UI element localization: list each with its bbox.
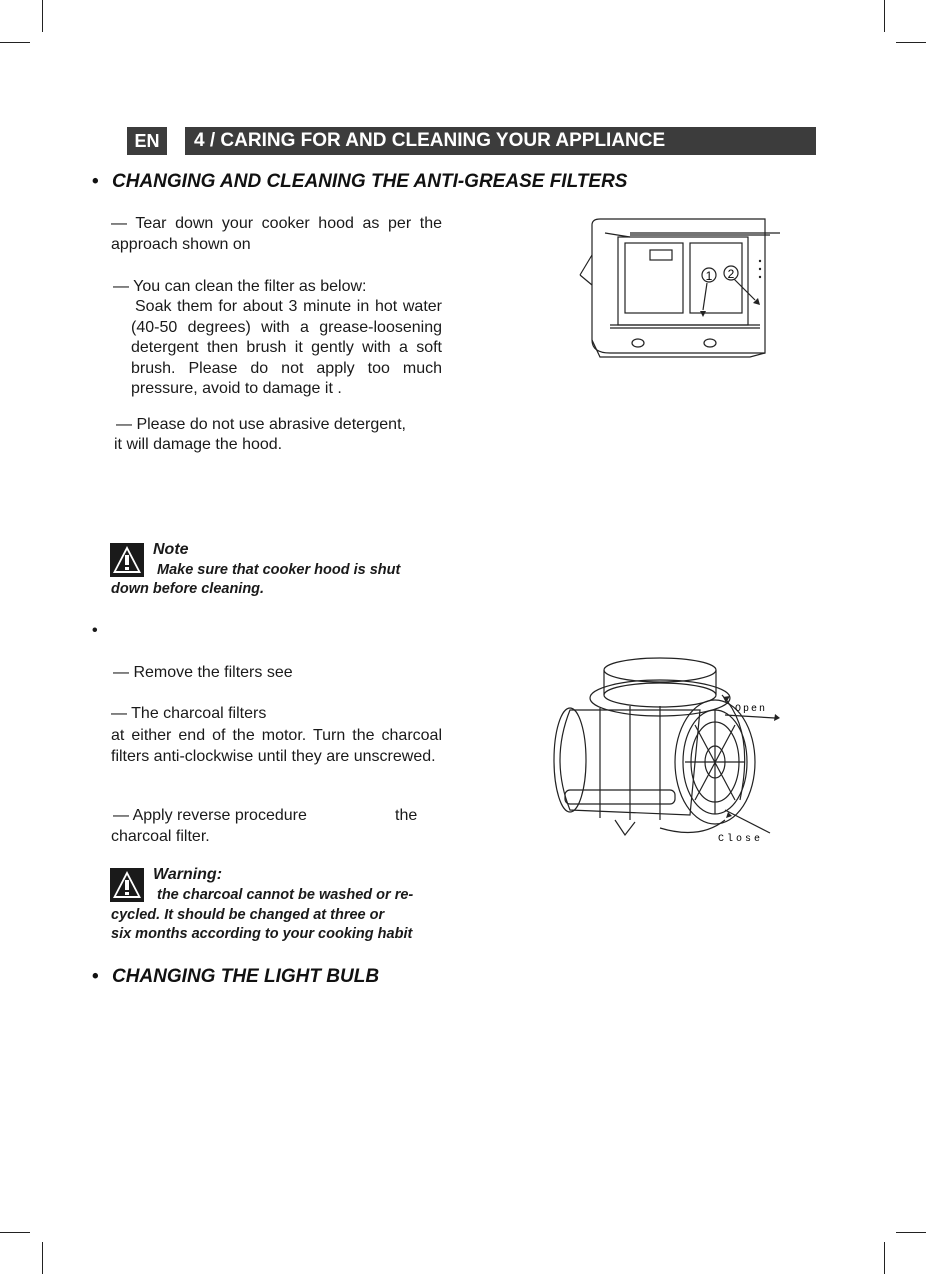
charcoal-section-bullet: •	[92, 622, 98, 639]
bullet-icon: •	[92, 966, 99, 987]
language-badge: EN	[127, 127, 167, 155]
filters-step-2-intro: — You can clean the filter as below:	[113, 278, 367, 295]
callout-2: 2	[727, 267, 735, 281]
crop-mark	[884, 0, 885, 32]
crop-mark	[0, 42, 30, 43]
bullet-icon: •	[92, 171, 99, 192]
crop-mark	[896, 42, 926, 43]
warning-line2: cycled. It should be changed at three or	[111, 907, 385, 923]
warning-line3: six months according to your cooking habit	[111, 926, 413, 942]
charcoal-step-1: — Remove the filters see	[113, 664, 293, 681]
charcoal-step-2-rest: at either end of the motor. Turn the charcoal filters anti-clockwise until they are unscrewed.	[111, 727, 442, 765]
charcoal-step-2-first: — The charcoal filters	[111, 705, 267, 722]
bulb-section-title: • CHANGING THE LIGHT BULB	[92, 966, 380, 987]
crop-mark	[42, 0, 43, 32]
callout-1: 1	[705, 269, 713, 283]
crop-mark	[896, 1232, 926, 1233]
charcoal-step-3-line2: charcoal filter.	[111, 828, 210, 845]
filters-step-1: — Tear down your cooker hood as per the approach shown on	[111, 215, 442, 253]
filters-section-title: • CHANGING AND CLEANING THE ANTI-GREASE FILTERS	[92, 171, 628, 192]
note-text-line2: down before cleaning.	[111, 581, 265, 597]
charcoal-step-3-line1: — Apply reverse procedure	[113, 807, 307, 824]
motor-charcoal-filter-diagram	[540, 650, 800, 850]
warning-line1: the charcoal cannot be washed or re-	[157, 887, 414, 903]
charcoal-step-3-the: the	[395, 807, 418, 824]
filters-step-2-body: Soak them for about 3 minute in hot water (40-50 degrees) with a grease-loosening detergent then brush it gently with a soft brush. Please do not apply too much pressure, avoid to damage it .	[131, 298, 442, 397]
hood-filter-diagram	[570, 215, 800, 360]
warning-triangle-icon	[110, 868, 144, 902]
crop-mark	[884, 1242, 885, 1274]
crop-mark	[0, 1232, 30, 1233]
open-label: Open	[735, 704, 768, 715]
close-label: Close	[718, 834, 764, 845]
filters-step-3-line1: — Please do not use abrasive detergent,	[116, 416, 406, 433]
note-text-line1: Make sure that cooker hood is shut	[157, 562, 401, 578]
crop-mark	[42, 1242, 43, 1274]
warning-title: Warning:	[153, 866, 223, 883]
warning-triangle-icon	[110, 543, 144, 577]
note-title: Note	[153, 541, 189, 558]
filters-step-3-line2: it will damage the hood.	[114, 436, 283, 453]
page-header-title: 4 / CARING FOR AND CLEANING YOUR APPLIANCE	[185, 127, 816, 155]
